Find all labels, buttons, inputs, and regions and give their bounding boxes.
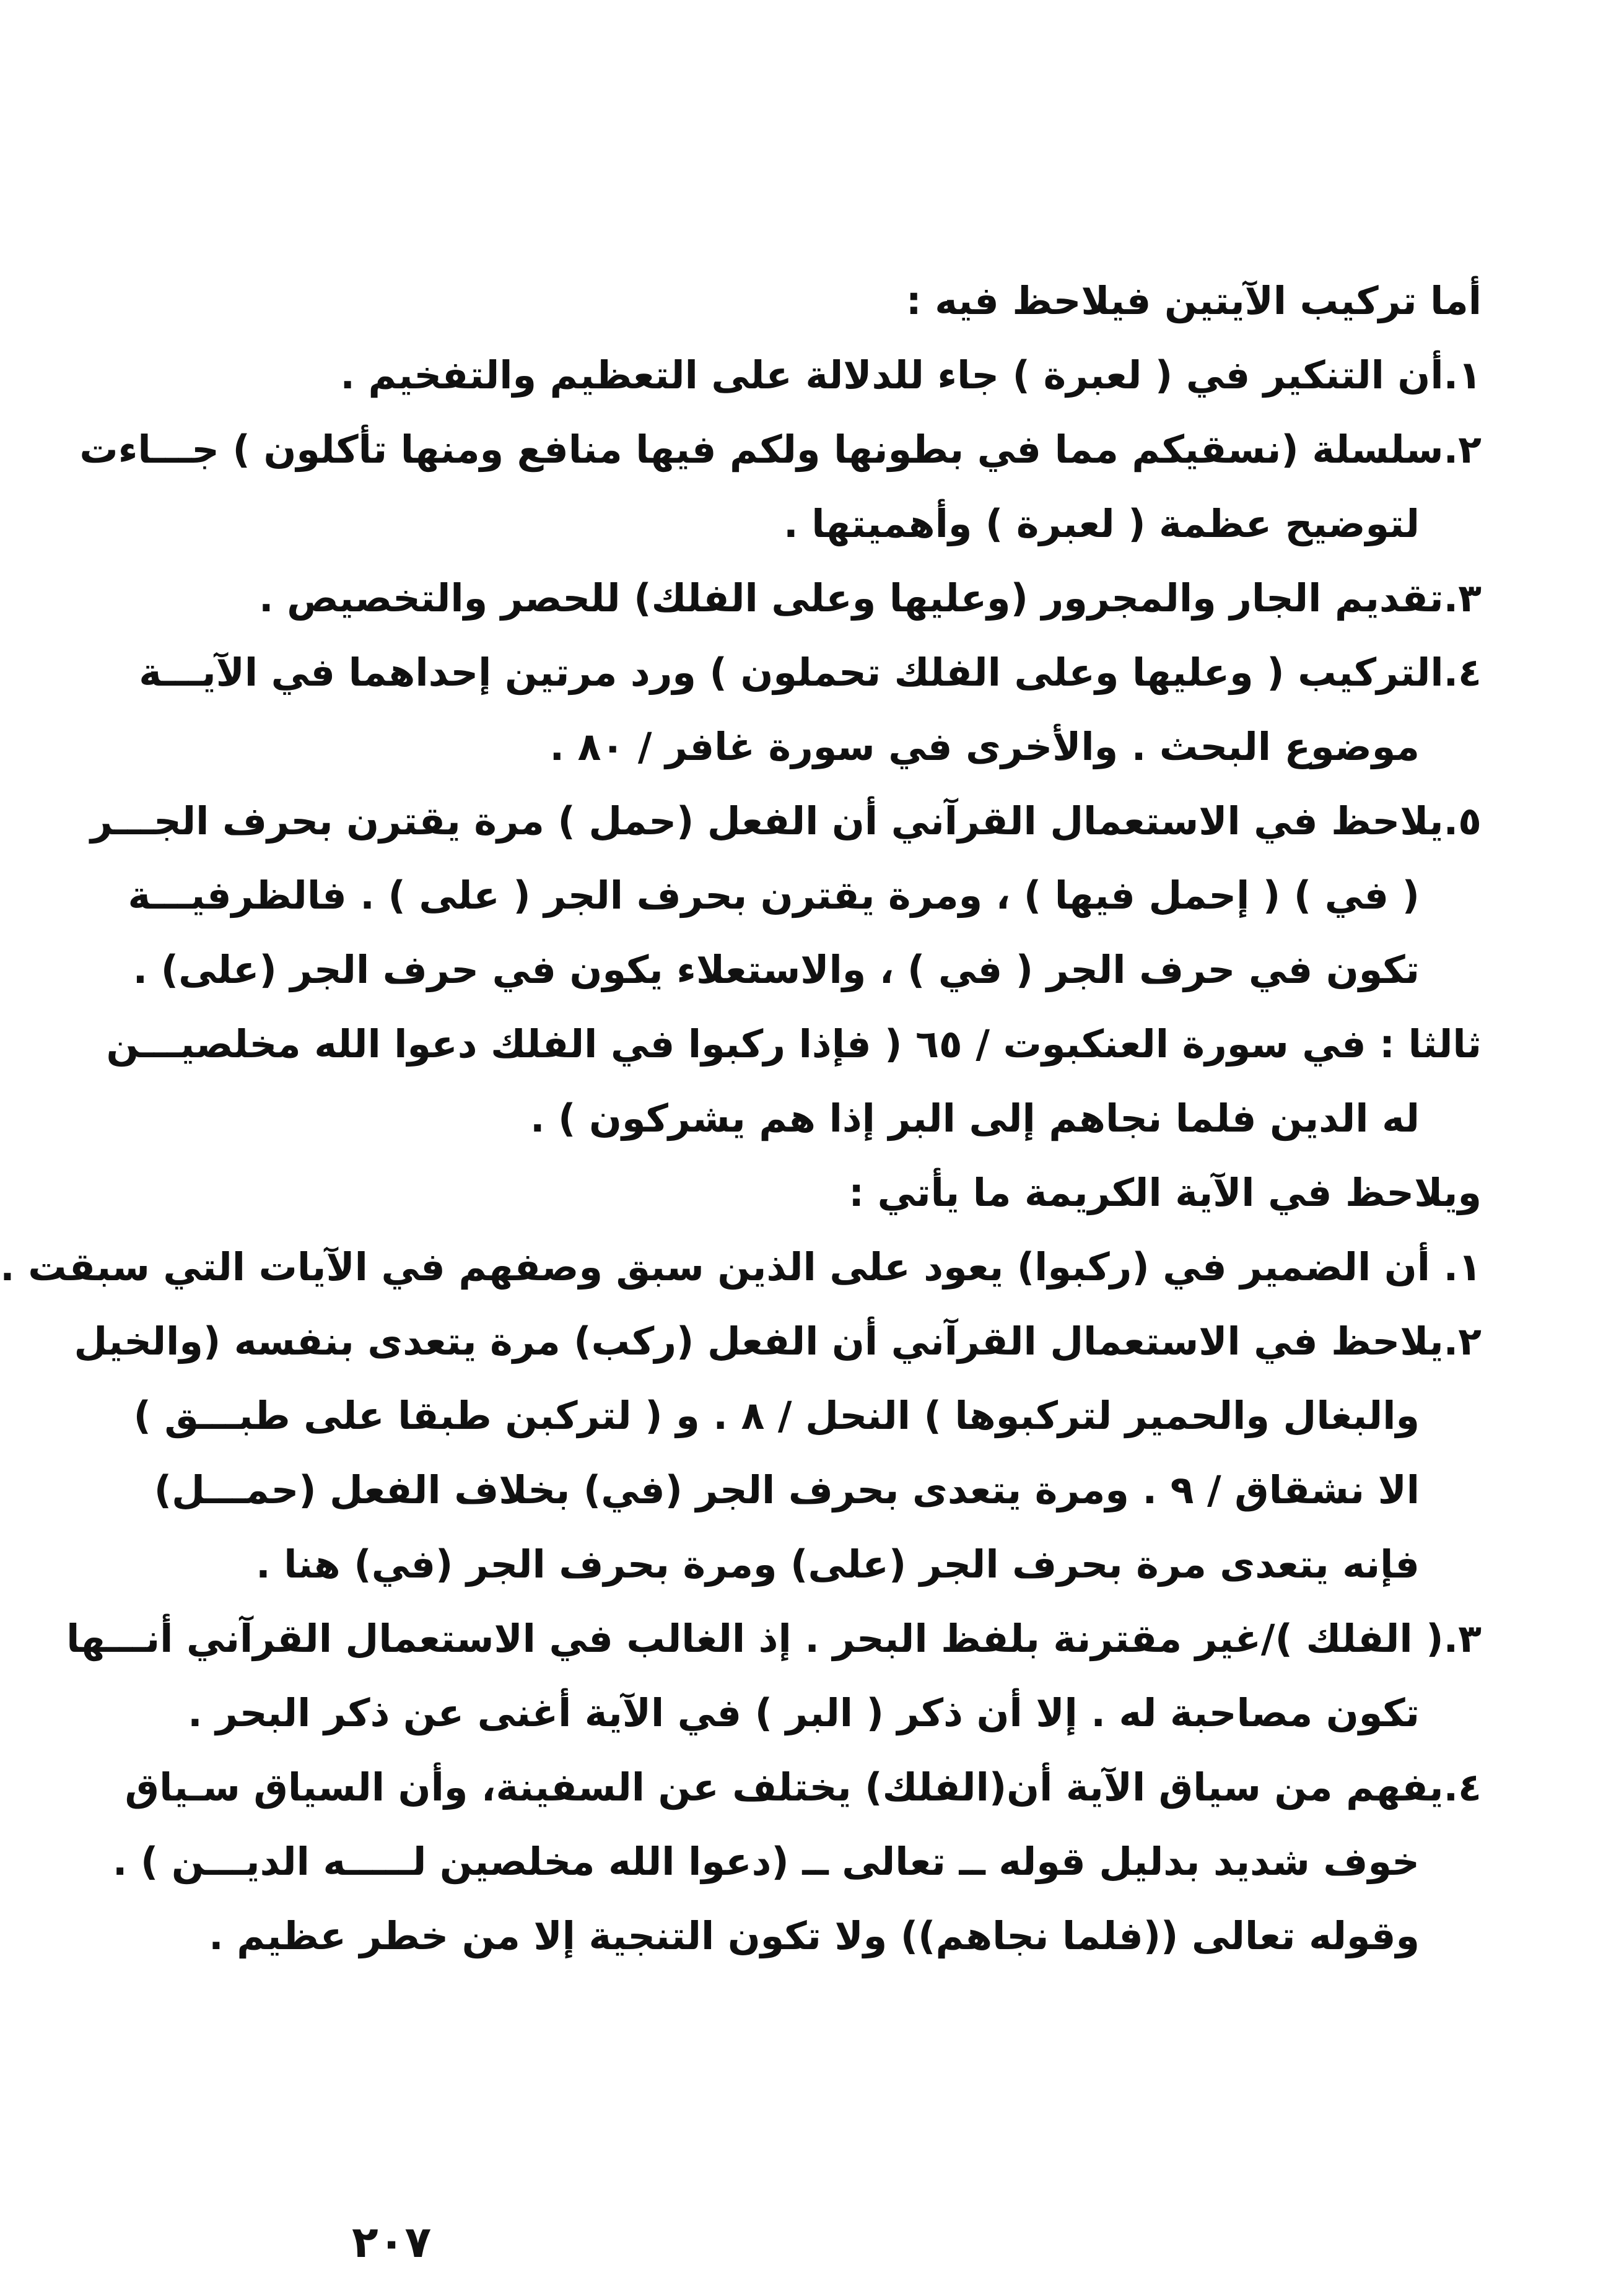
text-line-22: خوف شديد بدليل قوله ــ تعالى ــ (دعوا الله مخلصين لـــــه الديـــن ) . bbox=[112, 1839, 1420, 1884]
text-line-16: والبغال والحمير لتركبوها ) النحل / ٨ . و ( لتركبن طبقا على طبـــق ) bbox=[133, 1393, 1420, 1438]
text-line-19: ٣.( الفلك )/غير مقترنة بلفظ البحر . إذ الغالب في الاستعمال القرآني أنـــها bbox=[66, 1616, 1482, 1661]
text-line-21: ٤.يفهم من سياق الآية أن(الفلك) يختلف عن السفينة، وأن السياق سـياق bbox=[124, 1765, 1482, 1810]
text-line-4: لتوضيح عظمة ( لعبرة ) وأهميتها . bbox=[784, 501, 1420, 546]
page-number: ٢٠٧ bbox=[352, 2217, 432, 2267]
text-line-7: موضوع البحث . والأخرى في سورة غافر / ٨٠ . bbox=[549, 724, 1420, 769]
text-line-6: ٤.التركيب ( وعليها وعلى الفلك تحملون ) ورد مرتين إحداهما في الآيـــة bbox=[139, 650, 1482, 695]
text-line-18: فإنه يتعدى مرة بحرف الجر (على) ومرة بحرف الجر (في) هنا . bbox=[256, 1542, 1420, 1587]
text-line-13: ويلاحظ في الآية الكريمة ما يأتي : bbox=[849, 1170, 1482, 1215]
text-line-12: له الدين فلما نجاهم إلى البر إذا هم يشركون ) . bbox=[530, 1096, 1420, 1141]
text-line-1: أما تركيب الآيتين فيلاحظ فيه : bbox=[906, 278, 1482, 323]
text-line-14: ١. أن الضمير في (ركبوا) يعود على الذين سبق وصفهم في الآيات التي سبقت . bbox=[0, 1244, 1482, 1290]
text-line-10: تكون في حرف الجر ( في ) ، والاستعلاء يكون في حرف الجر (على) . bbox=[133, 947, 1420, 992]
text-line-8: ٥.يلاحظ في الاستعمال القرآني أن الفعل (حمل ) مرة يقترن بحرف الجـــر bbox=[90, 798, 1482, 844]
text-line-20: تكون مصاحبة له . إلا أن ذكر ( البر ) في الآية أغنى عن ذكر البحر . bbox=[188, 1690, 1420, 1735]
text-line-15: ٢.يلاحظ في الاستعمال القرآني أن الفعل (ركب) مرة يتعدى بنفسه (والخيل bbox=[74, 1319, 1482, 1364]
text-line-17: الا نشقاق / ٩ . ومرة يتعدى بحرف الجر (في) بخلاف الفعل (حمـــل) bbox=[154, 1467, 1420, 1512]
text-line-11: ثالثا : في سورة العنكبوت / ٦٥ ( فإذا ركبوا في الفلك دعوا الله مخلصيـــن bbox=[106, 1021, 1482, 1067]
text-line-23: وقوله تعالى ((فلما نجاهم)) ولا تكون التنجية إلا من خطر عظيم . bbox=[209, 1913, 1420, 1958]
text-line-9: ( في ) ( إحمل فيها ) ، ومرة يقترن بحرف الجر ( على ) . فالظرفيـــة bbox=[128, 873, 1420, 918]
text-line-5: ٣.تقديم الجار والمجرور (وعليها وعلى الفلك) للحصر والتخصيص . bbox=[258, 575, 1482, 621]
text-line-2: ١.أن التنكير في ( لعبرة ) جاء للدلالة على التعظيم والتفخيم . bbox=[340, 352, 1482, 398]
text-line-3: ٢.سلسلة (نسقيكم مما في بطونها ولكم فيها منافع ومنها تأكلون ) جـــاءت bbox=[79, 427, 1482, 472]
